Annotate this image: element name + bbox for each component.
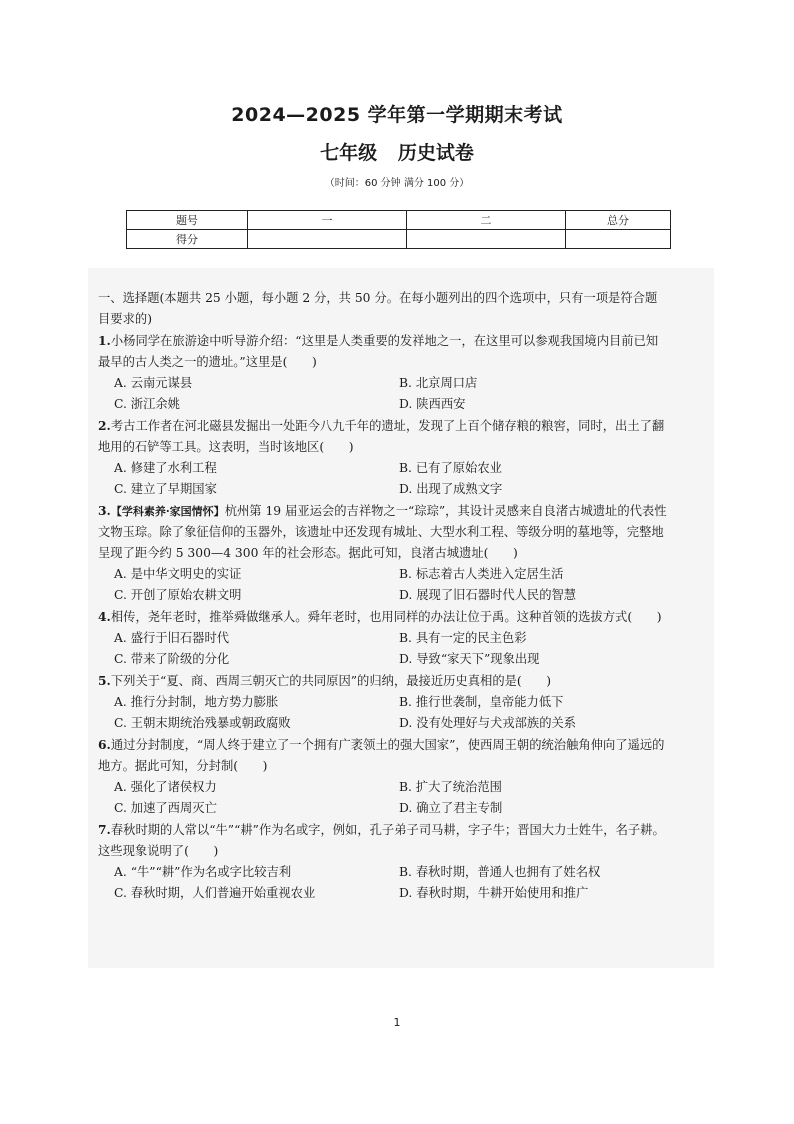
score-table-cell: 得分 xyxy=(127,230,248,249)
option-a[interactable]: A. 修建了水利工程 xyxy=(114,461,217,475)
option-a[interactable]: A. 盛行于旧石器时代 xyxy=(114,631,230,645)
question-5 xyxy=(98,670,668,734)
question-stem: 春秋时期的人常以“牛”“耕”作为名或字，例如，孔子弟子司马耕，字子牛；晋国大力士姓牛，名子耕。这些现象说明了( ) xyxy=(98,823,665,858)
option-d[interactable]: D. 出现了成熟文字 xyxy=(399,482,503,496)
exam-subtitle xyxy=(0,138,794,165)
option-b[interactable]: B. 推行世袭制，皇帝能力低下 xyxy=(399,695,564,709)
question-number: 2. xyxy=(98,418,111,433)
option-d[interactable]: D. 导致“家天下”现象出现 xyxy=(399,652,540,666)
question-number: 6. xyxy=(98,737,111,752)
option-b[interactable]: B. 春秋时期，普通人也拥有了姓名权 xyxy=(399,865,601,879)
question-number: 3. xyxy=(98,503,111,518)
score-input-cell[interactable] xyxy=(566,230,671,249)
option-a[interactable]: A. 强化了诸侯权力 xyxy=(114,780,217,794)
score-table-cell: 二 xyxy=(407,211,566,230)
score-table xyxy=(126,210,671,249)
question-stem: 下列关于“夏、商、西周三朝灭亡的共同原因”的归纳，最接近历史真相的是( ) xyxy=(110,674,552,688)
option-d[interactable]: D. 确立了君主专制 xyxy=(399,801,503,815)
option-c[interactable]: C. 加速了西周灭亡 xyxy=(114,801,217,815)
option-c[interactable]: C. 浙江余姚 xyxy=(114,397,180,411)
option-d[interactable]: D. 没有处理好与犬戎部族的关系 xyxy=(399,716,577,730)
question-stem: 通过分封制度，“周人终于建立了一个拥有广袤领土的强大国家”，使西周王朝的统治触角伸向了遥远的地方。据此可知，分封制( ) xyxy=(98,738,665,773)
page-number: 1 xyxy=(393,1016,401,1029)
option-c[interactable]: C. 春秋时期，人们普遍开始重视农业 xyxy=(114,886,316,900)
score-table-score-row xyxy=(127,230,671,249)
option-d[interactable]: D. 陕西西安 xyxy=(399,397,466,411)
option-b[interactable]: B. 具有一定的民主色彩 xyxy=(399,631,527,645)
questions-area xyxy=(98,288,668,904)
grade-label: 七年级 xyxy=(320,142,378,164)
option-b[interactable]: B. 扩大了统治范围 xyxy=(399,780,502,794)
score-input-cell[interactable] xyxy=(407,230,566,249)
question-3 xyxy=(98,500,668,606)
option-d[interactable]: D. 展现了旧石器时代人民的智慧 xyxy=(399,588,577,602)
question-6 xyxy=(98,734,668,819)
question-tag: 【学科素养·家国情怀】 xyxy=(110,505,225,518)
question-2 xyxy=(98,415,668,500)
score-table-cell: 一 xyxy=(248,211,407,230)
option-a[interactable]: A. 云南元谋县 xyxy=(114,376,193,390)
question-stem: 考古工作者在河北磁县发掘出一处距今八九千年的遗址，发现了上百个储存粮的粮窖，同时，出土了翻地用的石铲等工具。这表明，当时该地区( ) xyxy=(98,419,665,454)
question-7 xyxy=(98,819,668,904)
option-b[interactable]: B. 北京周口店 xyxy=(399,376,478,390)
question-stem: 相传，尧年老时，推举舜做继承人。舜年老时，也用同样的办法让位于禹。这种首领的选拔方式( ) xyxy=(110,610,662,624)
question-1 xyxy=(98,330,668,415)
score-table-cell: 总分 xyxy=(566,211,671,230)
option-a[interactable]: A. 是中华文明史的实证 xyxy=(114,567,242,581)
question-number: 7. xyxy=(98,822,111,837)
exam-meta: （时间：60 分钟 满分 100 分） xyxy=(324,178,470,189)
section-heading: 一、选择题(本题共 25 小题，每小题 2 分，共 50 分。在每小题列出的四个选项中，只有一项是符合题目要求的) xyxy=(98,291,658,326)
exam-title: 2024—2025 学年第一学期期末考试 xyxy=(231,104,563,126)
question-4 xyxy=(98,606,668,670)
option-c[interactable]: C. 带来了阶级的分化 xyxy=(114,652,230,666)
option-b[interactable]: B. 已有了原始农业 xyxy=(399,461,502,475)
score-table-cell: 题号 xyxy=(127,211,248,230)
option-c[interactable]: C. 建立了早期国家 xyxy=(114,482,217,496)
option-a[interactable]: A. “牛”“耕”作为名或字比较吉利 xyxy=(114,865,292,879)
option-d[interactable]: D. 春秋时期，牛耕开始使用和推广 xyxy=(399,886,589,900)
score-table-header-row xyxy=(127,211,671,230)
option-c[interactable]: C. 王朝末期统治残暴或朝政腐败 xyxy=(114,716,291,730)
score-input-cell[interactable] xyxy=(248,230,407,249)
option-b[interactable]: B. 标志着古人类进入定居生活 xyxy=(399,567,564,581)
question-stem: 小杨同学在旅游途中听导游介绍：“这里是人类重要的发祥地之一，在这里可以参观我国境内目前已知最早的古人类之一的遗址。”这里是( ) xyxy=(98,334,659,369)
question-number: 4. xyxy=(98,609,111,624)
option-a[interactable]: A. 推行分封制，地方势力膨胀 xyxy=(114,695,279,709)
question-stem: 杭州第 19 届亚运会的吉祥物之一“琮琮”，其设计灵感来自良渚古城遗址的代表性文物玉琮。除了象征信仰的玉器外，该遗址中还发现有城址、大型水利工程、等级分明的墓地等，完整地呈现了距今约 5 300—4 300 年的社会形态。据此可知，良渚古城遗址( ) xyxy=(98,504,667,560)
question-number: 5. xyxy=(98,673,111,688)
subject-label: 历史试卷 xyxy=(397,142,474,164)
question-number: 1. xyxy=(98,333,111,348)
option-c[interactable]: C. 开创了原始农耕文明 xyxy=(114,588,242,602)
